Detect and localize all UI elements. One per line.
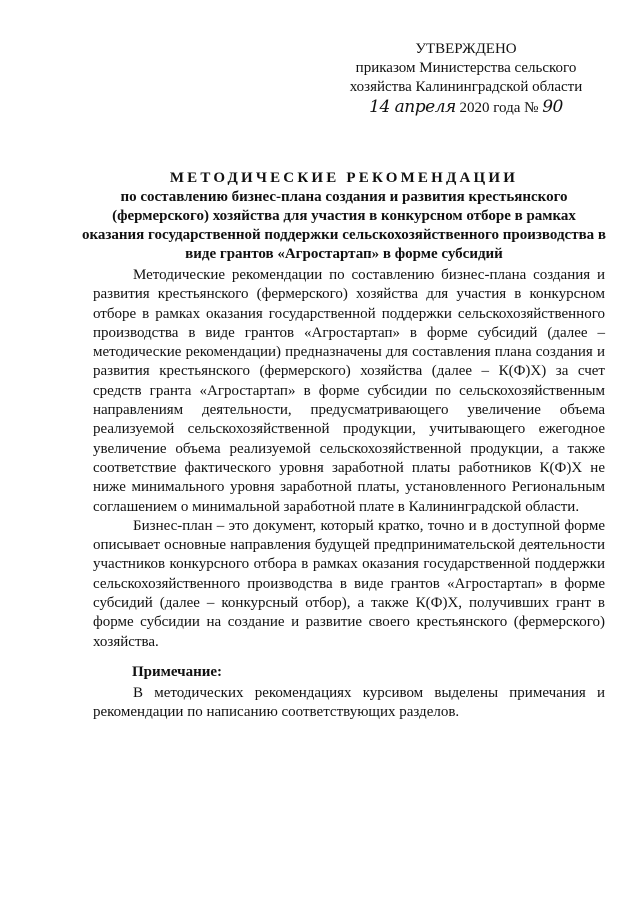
approval-stamp-block [316,40,616,118]
document-subtitle: по составлению бизнес-плана создания и развития крестьянского (фермерского) хозяйства для участия в конкурсном отборе в рамках оказания государственной поддержки сельскохозяйственного производства в виде грантов «Агростартап» в форме субсидий [81,189,607,262]
order-year: 2020 года № [459,100,539,116]
handwritten-order-number: 90 [542,97,563,117]
order-line-1: приказом Министерства сельского [355,60,577,76]
order-date-line [369,98,563,118]
note-section [93,684,605,723]
document-body [93,266,605,652]
note-heading: Примечание: [132,664,223,680]
note-paragraph: В методических рекомендациях курсивом выделены примечания и рекомендации по написанию соответствующих разделов. [93,685,605,721]
body-paragraph-2: Бизнес-план – это документ, который кратко, точно и в доступной форме описывает основные направления будущей предпринимательской деятельности участников конкурсного отбора в рамках оказания государственной поддержки сельскохозяйственного производства в виде грантов «Агростартап» в форме субсидий (далее – конкурсный отбор), а также К(Ф)Х, получивших грант в форме субсидии на создание и развитие своего крестьянского (фермерского) хозяйства. [93,517,605,650]
approved-label: УТВЕРЖДЕНО [415,41,517,57]
order-line-2: хозяйства Калининградской области [349,79,583,95]
document-title: МЕТОДИЧЕСКИЕ РЕКОМЕНДАЦИИ [169,170,519,186]
handwritten-date: 14 апреля [369,97,456,117]
document-title-block [80,168,608,264]
body-paragraph-1: Методические рекомендации по составлению бизнес-плана создания и развития крестьянского (фермерского) хозяйства для участия в конкурсном отборе в рамках оказания государственной поддержки сельскохозяйственного производства в виде грантов «Агростартап» в форме субсидий (далее – методические рекомендации) предназначены для составления плана создания и развития крестьянского (фермерского) хозяйства (далее – К(Ф)Х) за счет средств гранта «Агростартап» в форме субсидии по сельскохозяйственным направлениям деятельности, предусматривающего увеличение объема реализуемой сельскохозяйственной продукции, учитывающего ежегодное увеличение объема реализуемой сельскохозяйственной продукции, а также соответствие фактического уровня заработной платы работников К(Ф)Х не ниже минимального уровня заработной платы, установленного Региональным соглашением о минимальной заработной плате в Калининградской области. [93,267,605,515]
